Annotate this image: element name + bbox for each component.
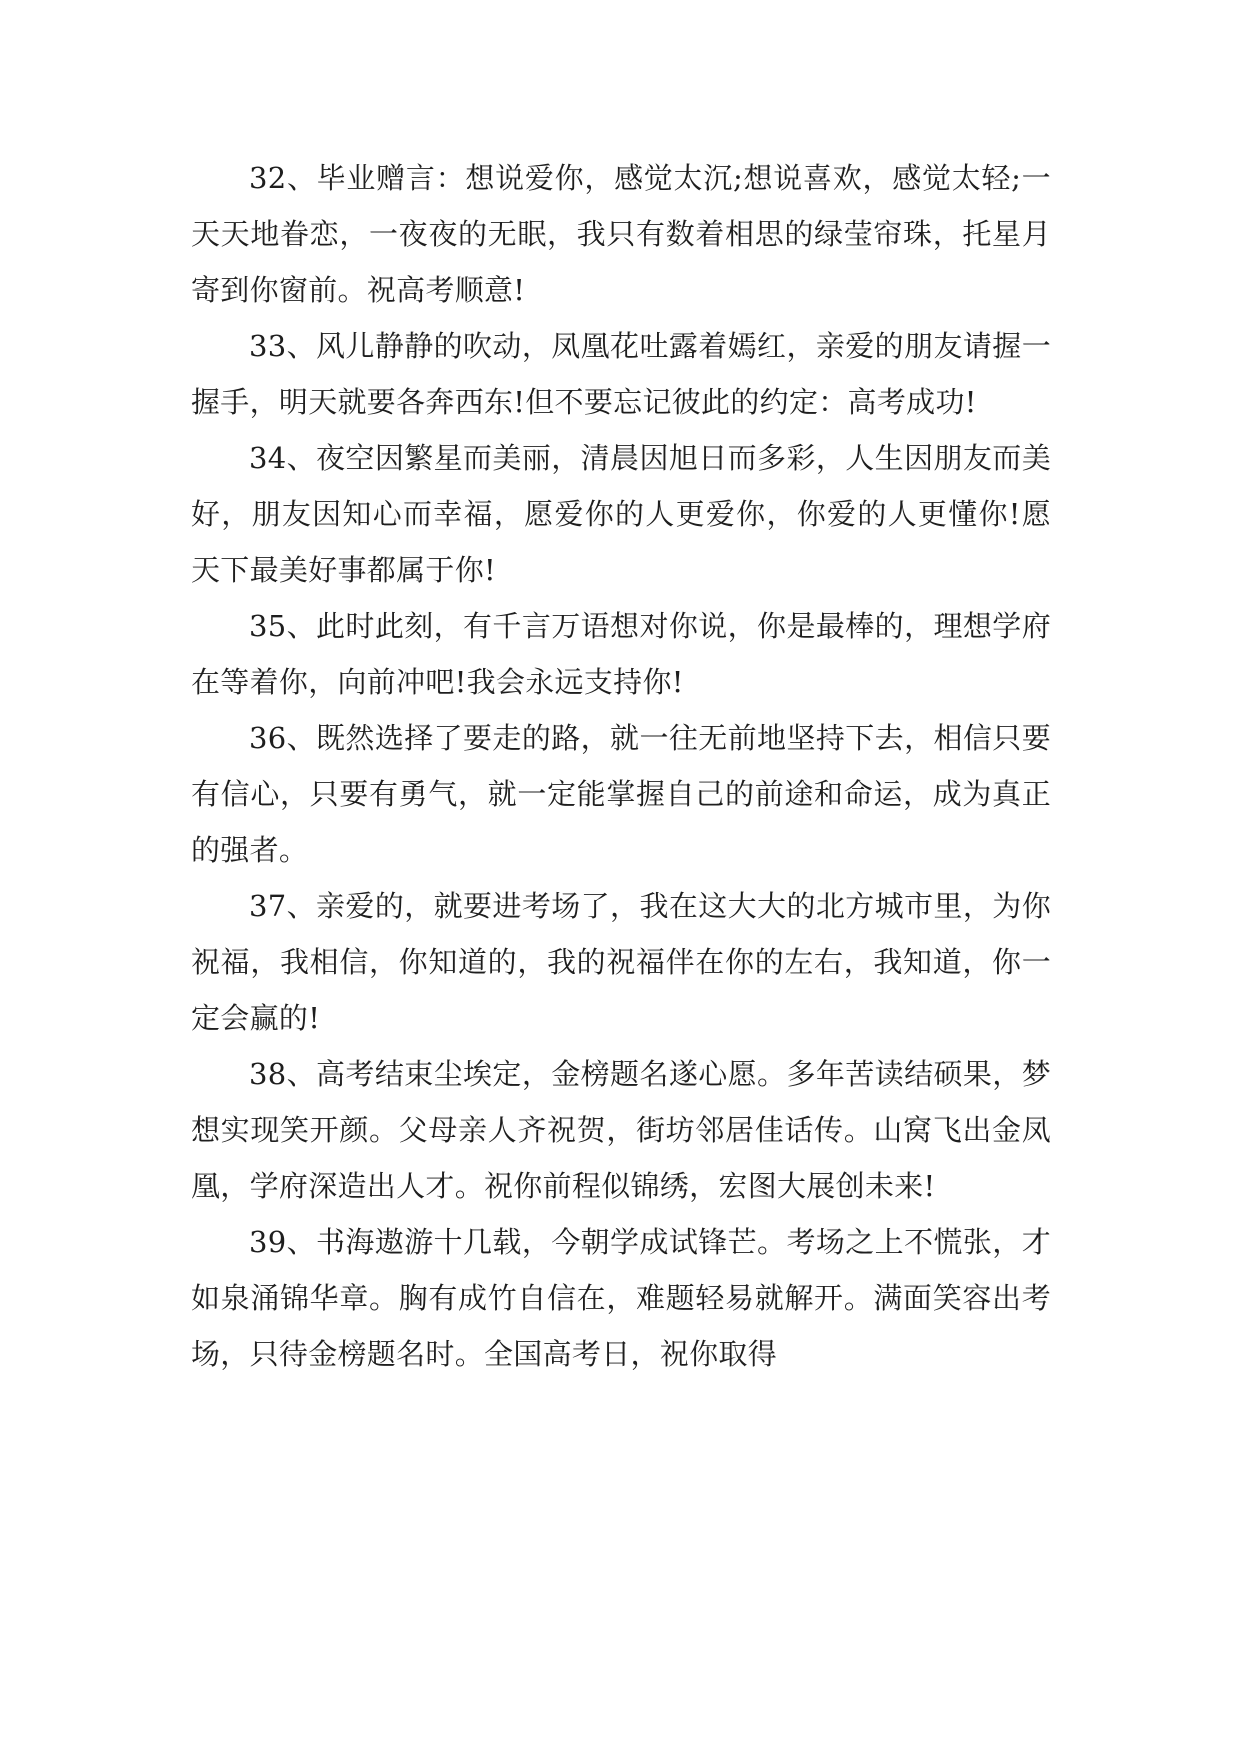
paragraph-37: 37、亲爱的，就要进考场了，我在这大大的北方城市里，为你祝福，我相信，你知道的，我的祝福伴在你的左右，我知道，你一定会赢的! xyxy=(191,889,1051,1035)
paragraph-39: 39、书海遨游十几载，今朝学成试锋芒。考场之上不慌张，才如泉涌锦华章。胸有成竹自信在，难题轻易就解开。满面笑容出考场，只待金榜题名时。全国高考日，祝你取得 xyxy=(191,1225,1051,1371)
paragraph-36: 36、既然选择了要走的路，就一往无前地坚持下去，相信只要有信心，只要有勇气，就一定能掌握自己的前途和命运，成为真正的强者。 xyxy=(191,721,1051,867)
paragraph-38: 38、高考结束尘埃定，金榜题名遂心愿。多年苦读结硕果，梦想实现笑开颜。父母亲人齐祝贺，街坊邻居佳话传。山窝飞出金凤凰，学府深造出人才。祝你前程似锦绣，宏图大展创未来! xyxy=(191,1057,1051,1203)
paragraph-35: 35、此时此刻，有千言万语想对你说，你是最棒的，理想学府在等着你，向前冲吧!我会永远支持你! xyxy=(191,609,1051,699)
paragraph-33: 33、风儿静静的吹动，凤凰花吐露着嫣红，亲爱的朋友请握一握手，明天就要各奔西东!但不要忘记彼此的约定：高考成功! xyxy=(191,329,1051,419)
paragraph-34: 34、夜空因繁星而美丽，清晨因旭日而多彩，人生因朋友而美好，朋友因知心而幸福，愿爱你的人更爱你，你爱的人更懂你!愿天下最美好事都属于你! xyxy=(191,441,1051,587)
paragraph-32: 32、毕业赠言：想说爱你，感觉太沉;想说喜欢，感觉太轻;一天天地眷恋，一夜夜的无眠，我只有数着相思的绿莹帘珠，托星月寄到你窗前。祝高考顺意! xyxy=(191,161,1051,307)
document-page xyxy=(191,150,1051,1382)
